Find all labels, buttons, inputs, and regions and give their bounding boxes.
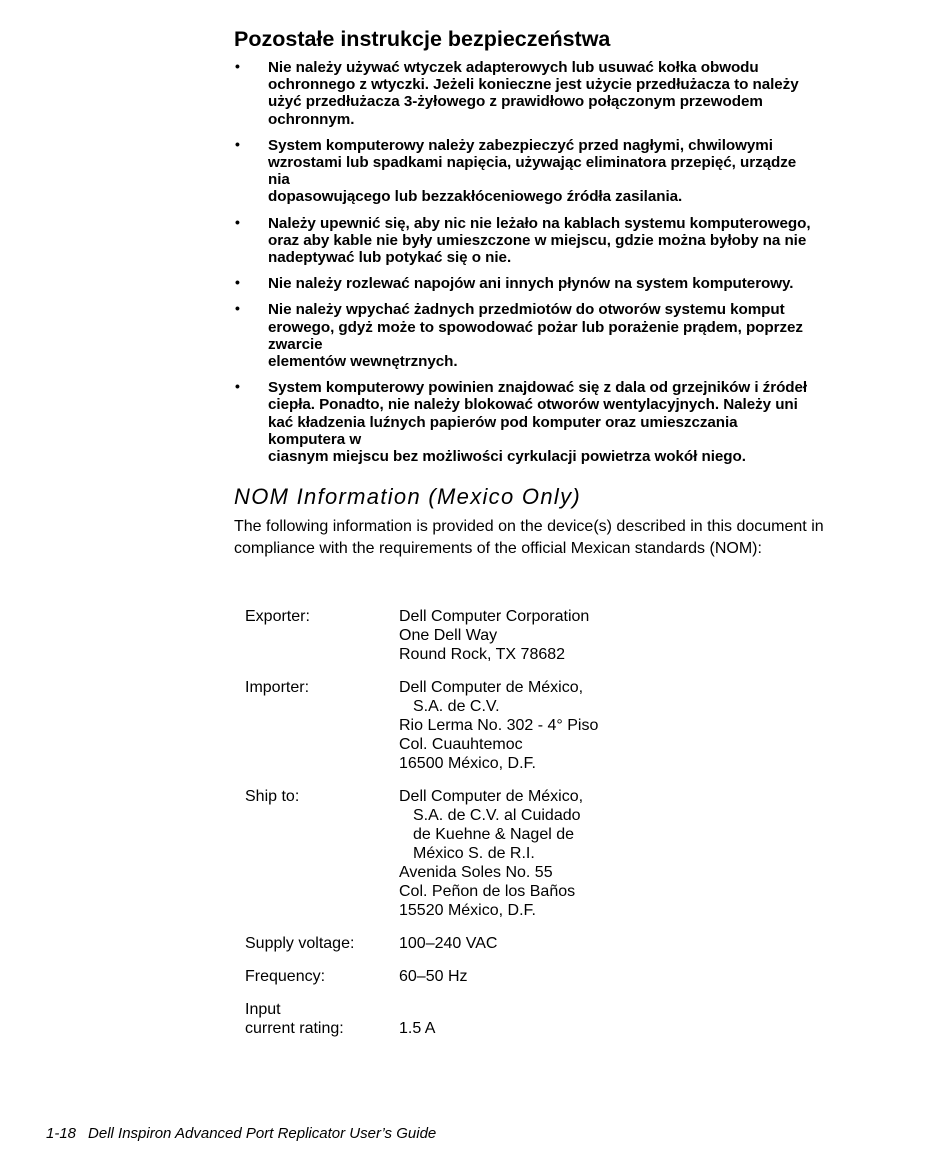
nom-row-input-current: [245, 1000, 745, 1038]
nom-value: [399, 607, 589, 664]
list-item-line: Nie należy wpychać żadnych przedmiotów do otworów systemu komput: [268, 301, 785, 319]
page-number: 1-18: [46, 1125, 77, 1142]
nom-section-title: NOM Information (Mexico Only): [234, 484, 581, 509]
nom-value-line: 60–50 Hz: [399, 968, 468, 985]
safety-instructions-title: Pozostałe instrukcje bezpieczeństwa: [234, 27, 611, 51]
nom-value: [399, 967, 468, 986]
nom-value-line: Round Rock, TX 78682: [399, 646, 566, 663]
nom-intro-line: The following information is provided on the device(s) described in this document in: [234, 518, 824, 535]
bullet-icon: •: [235, 135, 240, 152]
list-item-line: ochronnego z wtyczki. Jeżeli konieczne jest użycie przedłużacza to należy: [268, 76, 799, 94]
bullet-icon: •: [235, 274, 240, 291]
nom-value-line: Col. Peñon de los Baños: [399, 883, 576, 900]
page-footer: [46, 1124, 436, 1144]
nom-value-line: 15520 México, D.F.: [399, 902, 536, 919]
nom-value-line: Dell Computer de México,: [399, 679, 584, 696]
list-item-line: kać kładzenia luźnych papierów pod komputer oraz umieszczania: [268, 413, 738, 431]
list-item-line: nia: [268, 171, 290, 189]
nom-label: [245, 607, 399, 664]
nom-value-line: Col. Cuauhtemoc: [399, 736, 523, 753]
nom-row-importer: [245, 678, 745, 773]
nom-label-line: Frequency:: [245, 968, 326, 985]
nom-label: [245, 787, 399, 920]
list-item: [234, 215, 884, 267]
list-item-line: nadeptywać lub potykać się o nie.: [268, 249, 512, 267]
nom-row-frequency: [245, 967, 745, 986]
guide-title: Dell Inspiron Advanced Port Replicator User’s Guide: [88, 1125, 437, 1142]
nom-value-line: Avenida Soles No. 55: [399, 864, 553, 881]
nom-value-line: Dell Computer Corporation: [399, 608, 590, 625]
nom-value-line: Rio Lerma No. 302 - 4° Piso: [399, 717, 599, 734]
nom-value-line: Dell Computer de México,: [399, 788, 584, 805]
list-item: [234, 275, 884, 292]
list-item: [234, 59, 884, 128]
nom-row-supply-voltage: [245, 934, 745, 953]
list-item-line: użyć przedłużacza 3-żyłowego z prawidłowo połączonym przewodem: [268, 93, 763, 111]
nom-value-line: 100–240 VAC: [399, 935, 498, 952]
nom-label-line: Ship to:: [245, 788, 300, 805]
list-item-line: Nie należy używać wtyczek adapterowych lub usuwać kołka obwodu: [268, 59, 759, 76]
list-item-line: elementów wewnętrznych.: [268, 353, 458, 371]
nom-intro-line: compliance with the requirements of the official Mexican standards (NOM):: [234, 540, 762, 557]
nom-row-ship-to: [245, 787, 745, 920]
list-item-line: ciepła. Ponadto, nie należy blokować otworów wentylacyjnych. Należy uni: [268, 396, 798, 414]
bullet-icon: •: [235, 300, 240, 317]
nom-value-line: México S. de R.I.: [413, 845, 535, 862]
nom-value: [399, 678, 598, 773]
nom-info-table: [245, 607, 745, 1052]
safety-instructions-list: [234, 59, 884, 474]
list-item-line: Należy upewnić się, aby nic nie leżało na kablach systemu komputerowego,: [268, 214, 811, 232]
list-item: [234, 301, 884, 370]
bullet-icon: •: [235, 213, 240, 230]
nom-label-line: Exporter:: [245, 608, 310, 625]
nom-value: [399, 934, 497, 953]
nom-value-line: de Kuehne & Nagel de: [413, 826, 575, 843]
nom-label-line: Supply voltage:: [245, 935, 355, 952]
bullet-icon: •: [235, 378, 240, 395]
list-item-line: zwarcie: [268, 335, 323, 353]
list-item: [234, 379, 884, 465]
bullet-icon: •: [235, 58, 240, 74]
list-item-line: erowego, gdyż może to spowodować pożar lub porażenie prądem, poprzez: [268, 318, 803, 336]
list-item-line: System komputerowy powinien znajdować się z dala od grzejników i źródeł: [268, 379, 808, 397]
nom-label: [245, 934, 399, 953]
nom-label: [245, 1000, 399, 1038]
nom-value: [399, 1000, 435, 1038]
nom-label-line: Importer:: [245, 679, 310, 696]
nom-label-line: Input: [245, 1001, 281, 1018]
list-item-line: oraz aby kable nie były umieszczone w miejscu, gdzie można byłoby na nie: [268, 231, 807, 249]
list-item-line: wzrostami lub spadkami napięcia, używając eliminatora przepięć, urządze: [268, 154, 797, 172]
nom-value: [399, 787, 583, 920]
nom-value-line: 1.5 A: [399, 1020, 436, 1037]
list-item-line: System komputerowy należy zabezpieczyć przed nagłymi, chwilowymi: [268, 136, 773, 154]
list-item-line: ciasnym miejscu bez możliwości cyrkulacji powietrza wokół niego.: [268, 448, 746, 466]
nom-value-line: S.A. de C.V.: [413, 698, 500, 715]
list-item-line: dopasowującego lub bezzakłóceniowego źródła zasilania.: [268, 188, 683, 206]
nom-intro-paragraph: [234, 516, 874, 560]
nom-value-line: 16500 México, D.F.: [399, 755, 536, 772]
nom-label-line: current rating:: [245, 1020, 344, 1037]
nom-value-line: One Dell Way: [399, 627, 498, 644]
nom-label: [245, 678, 399, 773]
nom-row-exporter: [245, 607, 745, 664]
nom-value-line: [399, 1000, 435, 1019]
nom-value-line: S.A. de C.V. al Cuidado: [413, 807, 581, 824]
list-item-line: ochronnym.: [268, 110, 355, 128]
list-item-line: Nie należy rozlewać napojów ani innych płynów na system komputerowy.: [268, 275, 794, 293]
list-item-line: komputera w: [268, 430, 362, 448]
list-item: [234, 137, 884, 206]
nom-label: [245, 967, 399, 986]
